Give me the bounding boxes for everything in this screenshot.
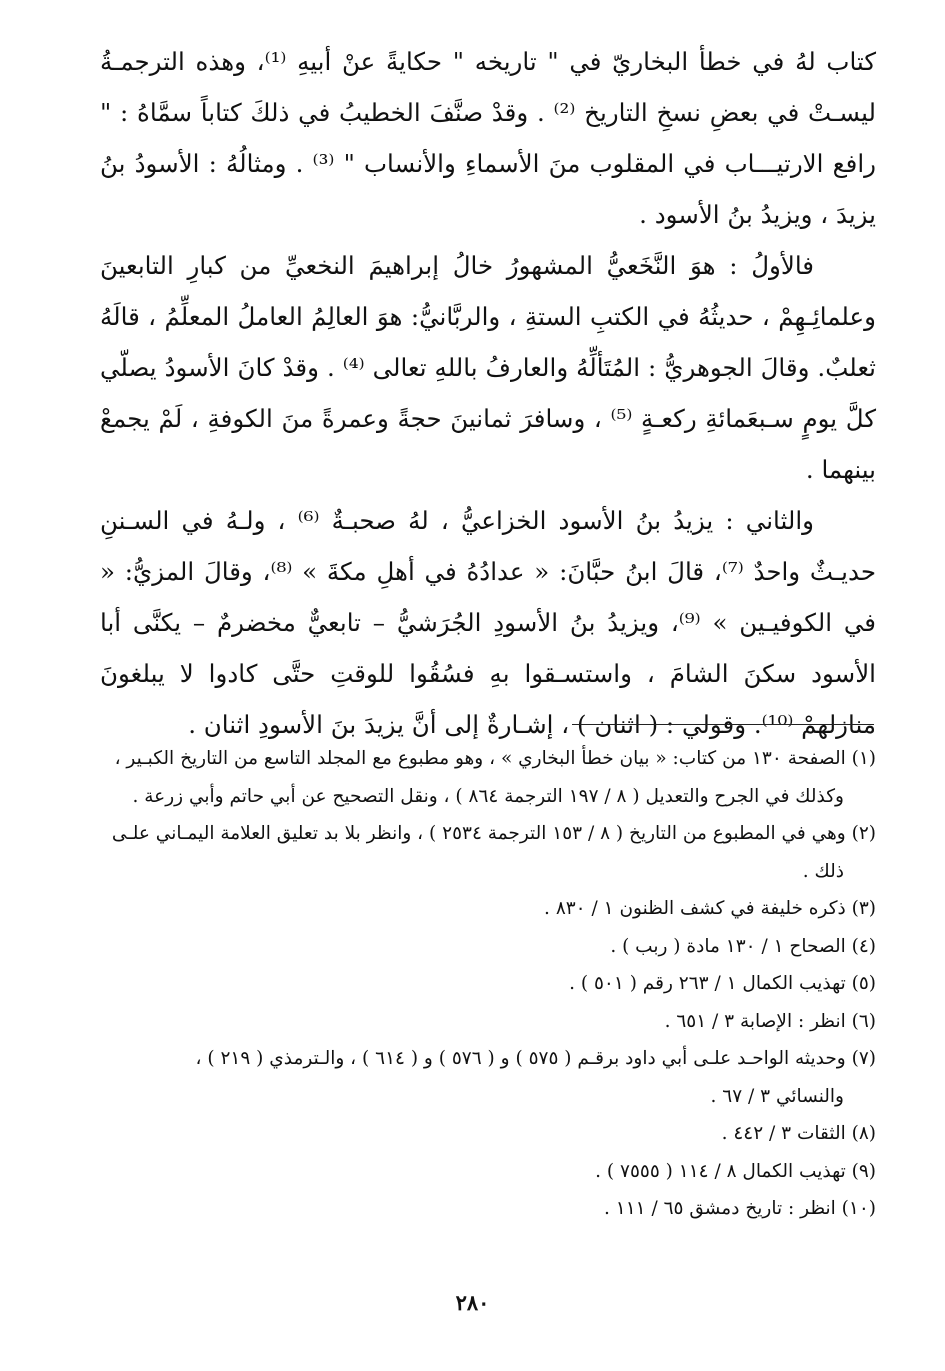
footnote-continuation: ذلك . (802, 860, 844, 882)
footnote-6: (٦) انظر : الإصابة ٣ / ٦٥١ . (664, 1010, 876, 1032)
page-number: ٢٨٠ (455, 1290, 490, 1315)
footnote-continuation: وكذلك في الجرح والتعديل ( ٨ / ١٩٧ الترجمة ٨٦٤ ) ، ونقل التصحيح عن أبي حاتم وأبي زرعة . (132, 785, 844, 807)
footnote-8: (٨) الثقات ٣ / ٤٤٢ . (721, 1123, 876, 1144)
footnote-9: (٩) تهذيب الكمال ٨ / ١١٤ ( ٧٥٥٥ ) . (595, 1160, 876, 1182)
footnote-text: (٢) وهي في المطبوع من التاريخ ( ٨ / ١٥٣ الترجمة ٢٥٣٤ ) ، وانظر بلا بد تعليق العلامة اليمـاني علـى (111, 823, 876, 844)
paragraph-1: كتاب لهُ في خطأ البخاريّ في " تاريخه " حكايةً عنْ أبيهِ ⁽¹⁾، وهذه الترجمـةُ ليسـتْ في بعضِ نسخِ التاريخ ⁽²⁾ . وقدْ صنَّفَ الخطيبُ في ذلكَ كتاباً سمَّاهُ : " رافع الارتيـــاب في المقلوب منَ الأسماءِ والأنساب " ⁽³⁾ . ومثالُهُ : الأسودُ بنُ يزيدَ ، ويزيدُ بنُ الأسود . (100, 47, 877, 229)
footnotes (100, 740, 876, 1228)
footnote-5: (٥) تهذيب الكمال ١ / ٢٦٣ رقم ( ٥٠١ ) . (569, 973, 876, 994)
footnote-text: (٧) وحديثه الواحـد علـى أبي داود برقـم ( ٥٧٥ ) و ( ٥٧٦ ) و ( ٦١٤ ) ، والـترمذي ( ٢١٩ ) ، (195, 1048, 876, 1069)
paragraph-2: فالأولُ : هوَ النَّخَعيُّ المشهورُ خالُ إبراهيمَ النخعيِّ من كبارِ التابعينَ وعلمائِـهِمْ ، حديثُهُ في الكتبِ الستةِ ، والربَّانيُّ: هوَ العالِمُ العاملُ المعلِّمُ ، قالَهُ ثعلبٌ. وقالَ الجوهريُّ : المُتَألِّهُ والعارفُ باللهِ تعالى ⁽⁴⁾ . وقدْ كانَ الأسودُ يصلّي كلَّ يومٍ سـبعَمائةِ ركعـةٍ ⁽⁵⁾ ، وسافرَ ثمانينَ حجةً وعمرةً منَ الكوفةِ ، لَمْ يجمعْ بينهما . (100, 251, 877, 484)
footnote-continuation: والنسائي ٣ / ٦٧ . (710, 1085, 844, 1107)
footnote-2 (100, 815, 876, 890)
main-body-text (100, 36, 876, 750)
footnote-text: (١) الصفحة ١٣٠ من كتاب: « بيان خطأ البخاري » ، وهو مطبوع مع المجلد التاسع من التاريخ الكبـير ، (114, 748, 876, 769)
footnote-7 (100, 1040, 876, 1115)
footnote-separator (572, 724, 874, 725)
footnote-10: (١٠) انظر : تاريخ دمشق ٦٥ / ١١١ . (604, 1198, 876, 1219)
footnote-3: (٣) ذكره خليفة في كشف الظنون ١ / ٨٣٠ . (544, 898, 876, 919)
footnote-1 (100, 740, 876, 815)
paragraph-3: والثاني : يزيدُ بنُ الأسود الخزاعيُّ ، لهُ صحبـةٌ ⁽⁶⁾ ، ولـهُ في السـننِ حديـثٌ واحدٌ ⁽⁷⁾، قالَ ابنُ حبَّانَ: « عدادُهُ في أهلِ مكةَ » ⁽⁸⁾، وقالَ المزيُّ: « في الكوفيـين » ⁽⁹⁾، ويزيدُ بنُ الأسودِ الجُرَشيُّ – تابعيٌّ مخضرمٌ – يكنَّى أبا الأسود سكنَ الشامَ ، واستسـقوا بهِ فسُقُوا للوقتِ حتَّى كادوا لا يبلغونَ منازلهمْ ⁽¹⁰⁾. وقولي : ( اثنان ) ، إشـارةٌ إلى أنَّ يزيدَ بنَ الأسودِ اثنان . (100, 506, 876, 739)
footnote-4: (٤) الصحاح ١ / ١٣٠ مادة ( ربب ) . (610, 935, 876, 957)
